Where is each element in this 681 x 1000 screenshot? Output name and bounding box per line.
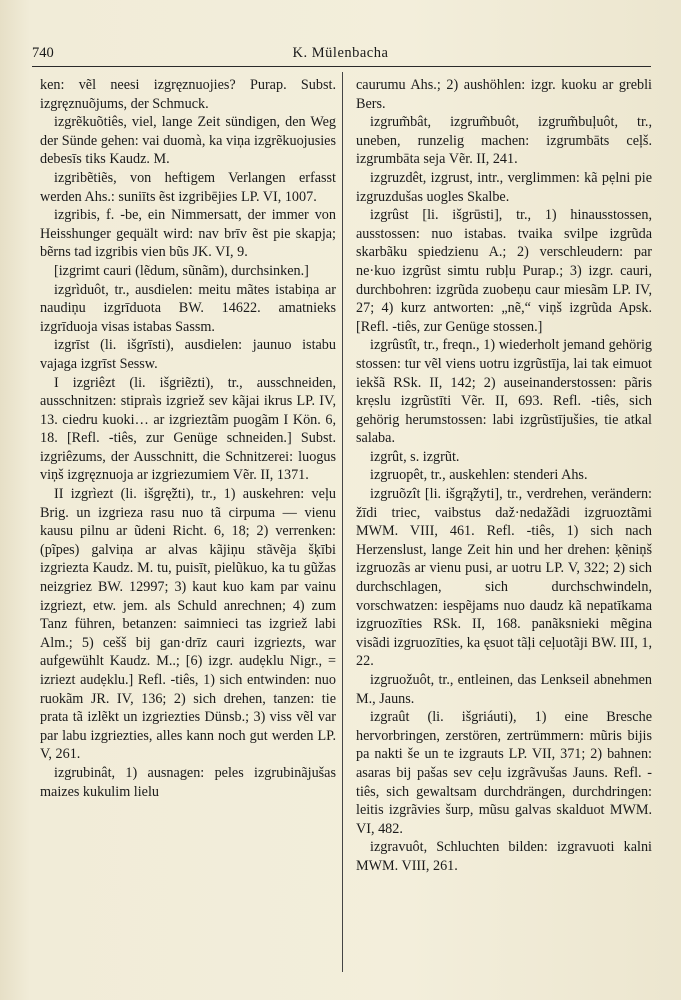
column-divider [342,72,343,972]
right-column [356,76,652,876]
entry: izgrûst [li. išgrūsti], tr., 1) hinausstossen, ausstossen: nuo istabas. tvaika svilpe izgrũda skarbãku spiedzienu A.; 2) verschleudern: par ne·kuo izgrũst simtu rubļu Purap.; 3) izgr. cauri, durchbohren: izgrũda zuobeņu caur miesãm LP. IV, 27; 4) kurz antworten: „nẽ,“ viņš izgrũda Apsk. [Refl. -tiês, zur Genüge stossen.] [356,207,652,335]
entry: izgruopêt, tr., auskehlen: stenderi Ahs. [370,467,588,484]
entry: izgruõzît [li. išgrą̃žyti], tr., verdrehen, verändern: žīdi triec, vaibstus daž·nedažãdi izgruoztãmi MWM. VIII, 461. Refl. -tiês, 1) sich nach Herzenslust, lange Zeit hin und her drehen: ķẽniņš izgruozãs ar vienu pusi, ar uotru LP. V, 322; 2) sich durchschlagen, sich durchschwindeln, vorschwatzen: iespẽjams nuo daudz kã nepatīkama izgruozīties RSk. II, 168. panãksnieki mẽgina visãdi izgruozīties, ka ęsuot tãļi ceļuotãji BW. III, 1, 22. [356,486,652,670]
running-head [28,41,653,65]
entry: izgrubinât, 1) ausnagen: peles izgrubinãjušas maizes kukulim lielu [40,764,336,800]
entry: izgribẽtiẽs, von heftigem Verlangen erfasst werden Ahs.: suniīts ẽst izgribējies LP. VI, 1007. [40,169,336,205]
entry: izgrûstît, tr., freqn., 1) wiederholt jemand gehörig stossen: tur vẽl viens uotru izgrũstīja, lai tak eimuot iekšã RSk. II, 142; 2) auseinanderstossen: pãris krẹslu izgrũstīti Vẽr. II, 693. Refl. -tiês, sich gehörig herumstossen: labi izgrũstījušies, tie atkal salaba. [356,337,652,447]
entry: izgribis, f. -be, ein Nimmersatt, der immer von Heisshunger gequält wird: nav brīv ẽst pie skapja; bẽrns tad izgribis vien bũs JK. VI, 9. [40,207,336,261]
left-column [40,76,336,801]
entry: izgrût, s. izgrũt. [370,448,460,465]
entry: izgruzdêt, izgrust, intr., verglimmen: kã pẹlni pie izgruzdušas uogles Skalbe. [356,169,652,205]
entry: II izgrìezt (li. išgrę̃žti), tr., 1) auskehren: veļu Brig. un izgrieza rasu nuo tã cirpuma — vienu kausu pilnu ar ũdeni Richt. 6, 18; 2) verrenken: (pĩpes) galviņa ar alvas kãjiņu stãvẽja šķībi izgriezta Kaudz. M. tu, puisīt, pielũkuo, ka tu gũžas neizgriez BW. 12997; 3) kaut kuo kam par vainu izgriezt, etw. jem. als Schuld anrechnen; 4) zum Tanz führen, betanzen: saimnieci tas izgriež labi Alm.; 5) cešš bij gan·drīz cauri izgriezts, war aufgewühlt Kaudz. M..; [6) izgr. audẹklu Nigr., = izriezt audẹklu.] Refl. -tiês, 1) sich entwinden: nuo ruokãm JR. IV, 136; 2) sich drehen, tanzen: tie prata tã izlẽkt un izgriezties Dünsb.; 3) viss vẽl var par labu izgriezties, alles kann noch gut werden LP. V, 261. [40,486,336,763]
entry: izgruožuôt, tr., entleinen, das Lenkseil abnehmen M., Jauns. [356,672,652,707]
entry: [izgrimt cauri (lẽdum, sũnãm), durchsinken.] [54,262,309,279]
entry: izgrẽkuõtiês, viel, lange Zeit sündigen, den Weg der Sünde gehen: vai duomà, ka viņa izgrẽkuojusies debesīs tiks Kaudz. M. [40,114,336,168]
page-number: 740 [32,45,54,61]
page-author: K. Mülenbacha [292,45,389,61]
header-rule [32,66,651,67]
entry: I izgriêzt (li. išgriẽzti), tr., ausschneiden, ausschnitzen: stipraìs izgriež sev kãjai ikrus LP. IV, 13. ciedru kuoki… ar izgrieztãm puogãm I Kön. 6, 18. [Refl. -tiês, zur Genüge schneiden.] Subst. izgriêzums, der Ausschnitt, die Schnitzerei: luogus viņš izgręznuoja ar izgriezumiem Vẽr. II, 1371. [40,374,336,484]
entry: izgrum̃bât, izgrum̃buôt, izgrum̃buļuôt, tr., uneben, runzelig machen: izgrumbāts ceļš. izgrumbāta seja Vẽr. II, 241. [356,114,652,168]
entry: izgraût (li. išgriáuti), 1) eine Bresche hervorbringen, zerstören, zertrümmern: mũris bijis pa nakti še un te izgrauts LP. VII, 371; 2) bahnen: asaras bij pašas sev ceļu izgrãvušas Jauns. Refl. -tiês, sich gewaltsam durchdrängen, durchdringen: leitis izgrãvies šurp, mũsu galvas skalduot MWM. VI, 482. [356,709,652,837]
entry: izgravuôt, Schluchten bilden: izgravuoti kalni MWM. VIII, 261. [356,839,652,874]
entry: izgrìduôt, tr., ausdielen: meitu mãtes istabiņa ar naudiņu izgrīduota BW. 14622. amatnieks izgrīduoja visas istabas Sassm. [40,281,336,335]
entry: ken: vẽl neesi izgręznuojies? Purap. Subst. izgręznuõjums, der Schmuck. [40,77,336,112]
entry: caurumu Ahs.; 2) aushöhlen: izgr. kuoku ar grebli Bers. [356,77,652,112]
entry: izgrīst (li. išgrīsti), ausdielen: jaunuo istabu vajaga izgrīst Sessw. [40,337,336,372]
